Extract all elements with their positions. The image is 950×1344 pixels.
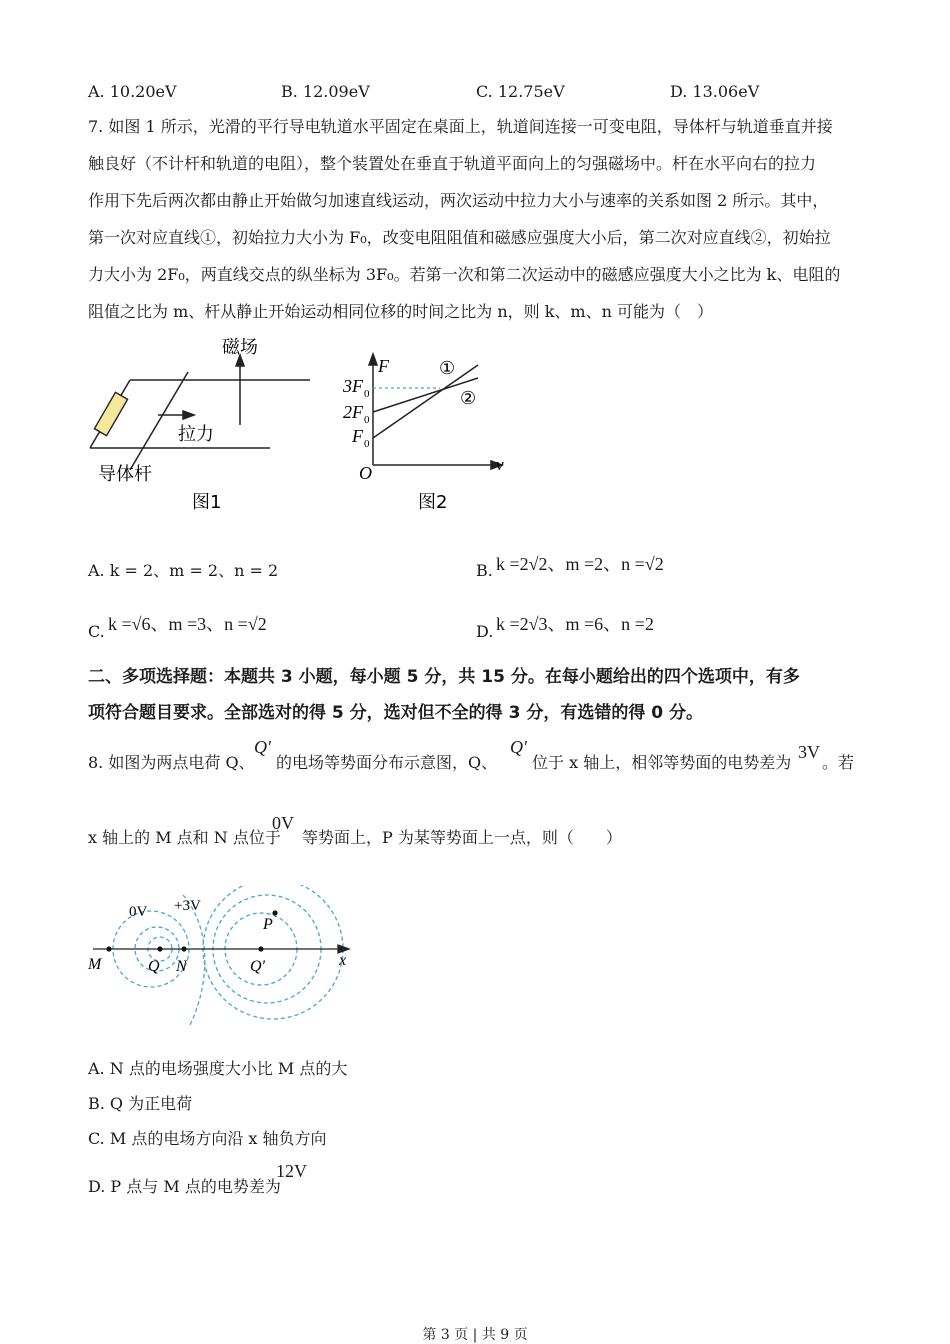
- q8-qprime-1: Q′: [254, 737, 271, 757]
- q7-option-d-prefix: D.: [476, 622, 494, 641]
- fig8-label-n: N: [176, 958, 187, 975]
- fig8-label-p: P: [263, 916, 273, 933]
- fig2-tick-2-sub: 0: [364, 414, 370, 426]
- q8-qprime-2: Q′: [510, 737, 527, 757]
- fig8-label-3v: +3V: [174, 898, 201, 914]
- q8-option-d: D. P 点与 M 点的电势差为: [88, 1177, 281, 1196]
- fig1-rod-label: 导体杆: [98, 464, 152, 485]
- q7-figure-1: [80, 330, 320, 520]
- q7-stem: [88, 108, 863, 330]
- q8-line-1-b: 的电场等势面分布示意图，Q、: [276, 753, 498, 772]
- fig2-tick-3: 3F: [343, 376, 363, 396]
- q8-volt-0: 0V: [272, 813, 294, 833]
- q6-option-c: C. 12.75eV: [476, 82, 565, 101]
- page-footer: 第 3 页 | 共 9 页: [422, 1327, 528, 1343]
- q8-option-c: C. M 点的电场方向沿 x 轴负方向: [88, 1129, 327, 1148]
- q7-option-a: A. k = 2、m = 2、n = 2: [88, 561, 279, 580]
- fig8-label-x: x: [339, 952, 347, 969]
- q6-option-d: D. 13.06eV: [670, 82, 760, 101]
- q8-line-2-b: 等势面上，P 为某等势面上一点，则（ ）: [302, 828, 622, 847]
- fig2-tick-1-sub: 0: [364, 438, 370, 450]
- fig8-label-m: M: [88, 956, 102, 973]
- fig2-caption: 图2: [418, 492, 448, 513]
- fig2-line2-label: ②: [460, 388, 477, 408]
- q7-option-c-prefix: C.: [88, 622, 105, 641]
- fig1-caption: 图1: [192, 492, 222, 513]
- q7-line-5: 力大小为 2F₀，两直线交点的纵坐标为 3F₀。若第一次和第二次运动中的磁感应强度大小之比为 k、电阻的: [88, 265, 841, 284]
- q7-option-d-math: k =2√3、m =6、n =2: [496, 614, 654, 634]
- q7-line-4: 第一次对应直线①，初始拉力大小为 F₀，改变电阻阻值和磁感应强度大小后，第二次对应直线②，初始拉: [88, 228, 831, 247]
- q8-line-1-d: 。若: [822, 753, 855, 772]
- q7-line-3: 作用下先后两次都由静止开始做匀加速直线运动，两次运动中拉力大小与速率的关系如图 2 所示。其中，: [88, 191, 829, 210]
- q7-option-b-prefix: B.: [476, 561, 493, 580]
- section-2-line-1: 二、多项选择题：本题共 3 小题，每小题 5 分，共 15 分。在每小题给出的四个选项中，有多: [88, 667, 800, 687]
- q8-option-d-value: 12V: [276, 1161, 307, 1181]
- q8-line-1-a: 8. 如图为两点电荷 Q、: [88, 753, 255, 772]
- q7-line-1: 7. 如图 1 所示，光滑的平行导电轨道水平固定在桌面上，轨道间连接一可变电阻，导体杆与轨道垂直并接: [88, 117, 833, 136]
- q8-figure: [85, 885, 360, 1035]
- fig2-tick-2: 2F: [343, 402, 363, 422]
- q8-option-b: B. Q 为正电荷: [88, 1094, 193, 1113]
- fig2-tick-3-sub: 0: [364, 388, 370, 400]
- fig2-origin: O: [359, 463, 372, 483]
- fig2-x-axis: v: [496, 455, 504, 474]
- section-2-heading: [88, 666, 800, 724]
- q6-option-b: B. 12.09eV: [281, 82, 370, 101]
- fig2-y-axis: F: [378, 356, 389, 376]
- q7-option-c-math: k =√6、m =3、n =√2: [108, 614, 267, 634]
- section-2-line-2: 项符合题目要求。全部选对的得 5 分，选对但不全的得 3 分，有选错的得 0 分。: [88, 703, 703, 723]
- q8-option-a: A. N 点的电场强度大小比 M 点的大: [88, 1059, 348, 1078]
- q7-line-2: 触良好（不计杆和轨道的电阻），整个装置处在垂直于轨道平面向上的匀强磁场中。杆在水平向右的拉力: [88, 154, 817, 173]
- fig2-line1-label: ①: [439, 358, 456, 378]
- q6-option-a: A. 10.20eV: [88, 82, 177, 101]
- fig1-force-label: 拉力: [178, 424, 214, 445]
- q7-line-6: 阻值之比为 m、杆从静止开始运动相同位移的时间之比为 n，则 k、m、n 可能为（ ）: [88, 302, 713, 321]
- fig8-label-q: Q: [148, 958, 160, 975]
- q7-option-b-math: k =2√2、m =2、n =√2: [496, 554, 664, 574]
- fig8-label-0v: 0V: [129, 904, 148, 920]
- q7-figure-2: [330, 340, 530, 520]
- fig1-field-label: 磁场: [222, 337, 258, 358]
- q8-line-1-c: 位于 x 轴上，相邻等势面的电势差为: [532, 753, 792, 772]
- q8-volt-3: 3V: [798, 742, 820, 762]
- q8-line-2-a: x 轴上的 M 点和 N 点位于: [88, 828, 281, 847]
- fig8-label-qprime: Q′: [250, 958, 266, 975]
- fig2-tick-1: F: [352, 426, 363, 446]
